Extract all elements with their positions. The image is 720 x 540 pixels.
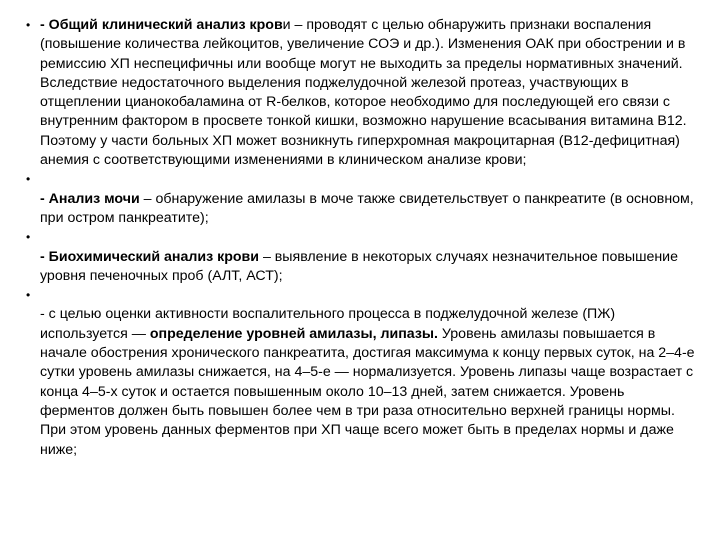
item-heading: определение уровней амилазы, липазы. xyxy=(149,325,438,342)
list-item-blood-analysis xyxy=(26,16,698,170)
item-heading: - Общий клинический анализ кров xyxy=(40,17,283,33)
blank-line xyxy=(40,170,698,189)
paragraph xyxy=(40,305,698,459)
list-item-enzyme-levels xyxy=(26,286,698,460)
item-heading: - Биохимический анализ крови xyxy=(40,248,259,265)
bullet: • xyxy=(26,172,31,187)
item-text: и – проводят с целью обнаружить признаки воспаления (повышение количества лейкоцитов, увеличение СОЭ и др.). Изменения ОАК при обострении и в ремиссию ХП неспецифичны или вообще могут не выходить за пределы нормативных значений. Вследствие недостаточного выделения поджелудочной железой протеаз, участвующих в отщеплении цианокобаламина от R-белков, которое необходимо для последующей его связи с внутренним фактором в просвете тонкой кишки, возможно нарушение всасывания витамина В12. Поэтому у части больных ХП может возникнуть гиперхромная макроцитарная (В12-дефицитная) анемия с соответствующими изменениями в клиническом анализе крови; xyxy=(40,17,687,169)
item-text: – выявление в некоторых случаях незначительное повышение уровня печеночных проб (АЛТ, АСТ); xyxy=(40,248,678,284)
bullet: • xyxy=(26,18,31,32)
item-heading: - Анализ мочи xyxy=(40,190,140,207)
blank-line xyxy=(40,228,698,247)
item-text: – обнаружение амилазы в моче также свидетельствует о панкреатите (в основном, при остром панкреатите); xyxy=(40,190,694,226)
blank-line xyxy=(40,286,698,305)
item-intro: - с целью оценки активности воспалительного процесса в поджелудочной железе (ПЖ) используется — xyxy=(40,306,616,342)
bullet: • xyxy=(26,288,31,303)
paragraph xyxy=(40,190,698,229)
paragraph xyxy=(40,16,698,170)
paragraph xyxy=(40,248,698,287)
item-text: Уровень амилазы повышается в начале обострения хронического панкреатита, достигая максимума к концу первых суток, на 2–4-е сутки уровень амилазы снижается, на 4–5-е — нормализуется. Уровень липазы чаще возрастает с конца 4–5-х суток и остается повышенным около 10–13 дней, затем снижается. Уровень ферментов должен быть повышен более чем в три раза относительно верхней границы нормы. При этом уровень данных ферментов при ХП чаще всего может быть в пределах нормы и даже ниже; xyxy=(40,325,695,458)
list-item-biochemical-analysis xyxy=(26,228,698,286)
list-item-urine-analysis xyxy=(26,170,698,228)
bullet: • xyxy=(26,230,31,245)
